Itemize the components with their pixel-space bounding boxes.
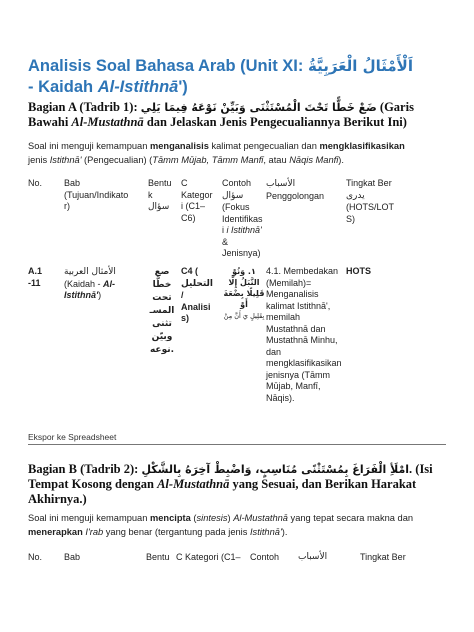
table-b-header-kategori: C Kategori (C1– [176,552,241,562]
row-asbab-line: kalimat Istithnā', [266,300,331,311]
section-b-description [28,512,448,539]
desc-italic: I'rab [82,526,104,537]
header-contoh-italic: i Istithnā' [226,225,262,235]
row-asbab-line: 4.1. Membedakan [266,266,339,276]
row-kategori-line: s) [181,313,190,323]
row-asbab-line: jenisnya (Tāmm [266,369,331,380]
section-a-rest2a: Bawahi [28,115,72,129]
row-bab-text: ) [98,290,102,300]
header-contoh-line: & [222,236,229,247]
row-bentuk-line: المسـ [149,306,175,316]
section-b-rest2-italic: Al-Mustathnā [157,477,230,491]
header-bab-line: r) [64,201,70,211]
row-bentuk-line: صع [154,267,170,277]
row-asbab-line: Nāqis). [266,392,295,403]
section-b-rest2a: Tempat Kosong dengan [28,477,158,491]
header-no: No. [28,178,43,188]
header-kategori-line: C [181,178,188,188]
row-kategori-arabic: التحليل [181,278,214,289]
desc-text: Soal ini menguji kemampuan [28,141,150,151]
desc-text: Soal ini menguji kemampuan [28,513,150,523]
row-tingkat: HOTS [346,266,372,276]
header-tingkat-line: Tingkat Ber [346,178,392,188]
header-kategori-line: C6) [181,212,196,223]
row-asbab-line: mengklasifikasikan [266,358,342,368]
row-asbab-line: Mūjab, Manfī, [266,381,321,391]
table-b-header-asbab: الأسباب [298,552,328,562]
row-bab-italic: Istithnā' [64,290,99,300]
desc-italic: sintesis [196,513,228,523]
header-contoh-arabic: سؤال [222,190,244,201]
row-kategori-line: C4 ( [181,266,199,276]
table-b-header-tingkat: Tingkat Ber [360,552,406,562]
header-kategori-line: i (C1– [181,201,206,211]
row-kategori-line: Analisi [181,301,211,312]
table-b-header-contoh: Contoh [250,552,280,562]
desc-italic: Istithnā' [49,154,82,165]
header-tingkat-line: S) [346,213,355,224]
export-to-spreadsheet-link[interactable]: Ekspor ke Spreadsheet [28,432,117,442]
header-bab [64,178,146,213]
section-a-rest2-italic: Al-Mustathnā [71,115,144,129]
header-bentuk-line: k [148,189,153,200]
desc-text: yang benar (tergantung pada jenis [103,526,250,537]
section-b-arabic: امْلَأِ الْفَرَاغَ بِمُسْتَثْنًى مُنَاسِبٍ، وَاضْبِطْ آخِرَهُ بِالشَّكْلِ [141,463,410,476]
section-a-rest1: (Garis [376,100,414,114]
desc-text: ) [227,513,234,523]
section-a-heading [28,100,448,130]
section-b-rest3: Akhirnya.) [28,492,87,506]
header-tingkat-arabic: يدرى [346,190,365,201]
header-bentuk [148,178,176,214]
row-kategori [181,266,223,325]
title-prefix: Analisis Soal Bahasa Arab (Unit XI: [28,57,308,75]
header-contoh-line: i i Istithnā' [222,225,262,235]
header-contoh-line: Jenisnya) [222,248,261,258]
row-bentuk-line: تثنى [152,319,172,329]
section-a-arabic: ضَعْ خَطًّا تَحْتَ الْمُسْتَثْنَى وَبَيِّنْ نَوْعَهُ فِيمَا يَلِي [140,101,377,114]
row-bentuk-line: تحت [152,293,172,303]
row-asbab-line: memilah [266,312,301,322]
desc-italic: Nāqis Manfī [289,154,339,165]
header-contoh [222,178,266,260]
section-b-heading [28,462,448,507]
row-kategori-line: / [181,290,184,300]
row-no-line: A.1 [28,266,43,276]
desc-text: ). [338,154,344,165]
row-bentuk-line: نوعه. [149,345,175,355]
header-bentuk-arabic: سؤال [148,202,170,212]
desc-text: jenis [28,154,50,165]
row-asbab-line: dan [266,346,282,357]
desc-bold: mencipta [149,513,191,523]
row-bab [64,266,146,302]
row-asbab-line: Mustathnā dan [266,323,326,334]
title-arabic: اَلْأَمْثَالُ الْعَرَبِيَّةُ [307,57,413,75]
header-kategori-line: Kategor [181,189,213,200]
header-contoh-line: (Fokus [222,202,250,212]
header-bab-line: Bab [64,178,81,188]
header-asbab-line: Penggolongan [266,190,325,201]
row-asbab-line: Mustathnā Minhu, [266,335,338,345]
section-a-label: Bagian A (Tadrib 1): [28,100,138,114]
desc-italic: Istithnā' [249,526,282,537]
header-bab-line: (Tujuan/Indikato [64,189,129,200]
header-kategori [181,178,223,224]
desc-text: (Pengecualian) ( [81,154,153,165]
desc-italic: Tāmm Mūjab, Tāmm Manfī [152,154,264,165]
desc-text: , atau [263,154,290,165]
row-no-line: -11 [28,277,41,288]
header-contoh-line: Identifikas [222,213,263,224]
desc-text: kalimat pengecualian dan [208,141,320,151]
header-asbab [266,178,342,202]
table-b-header-no: No. [28,552,43,562]
section-a-rest2b: dan Jelaskan Jenis Pengecualiannya Berikut Ini) [143,115,407,129]
section-a-description [28,140,448,167]
section-b-rest2b: yang Sesuai, dan Berikan Harakat [229,477,417,491]
row-contoh-line: النَّبَلُ إِلَّا [228,278,260,287]
row-contoh-line: قَلِيلًا بِضْعَةَ أَوْ [223,289,265,309]
row-asbab [266,266,346,404]
desc-bold: menerapkan [28,526,83,537]
title-line2-suffix: ') [178,78,188,96]
row-bentuk [146,266,178,357]
desc-text: yang tepat secara makna dan [287,513,414,523]
row-contoh [222,266,266,322]
document-title [28,56,448,98]
row-bentuk-line: وبيّن [151,332,173,342]
header-asbab-arabic: الأسباب [266,179,296,189]
row-asbab-line: Menganalisis [266,289,319,299]
section-divider [28,444,446,445]
desc-text: ). [281,526,288,537]
table-b-header-bentuk: Bentu [146,552,170,562]
header-tingkat [346,178,426,225]
row-bab-text: (Kaidah - [64,278,104,289]
section-b-rest1: . (Isi [409,462,433,476]
row-bab-arabic: الأمثال العربية [64,267,116,277]
row-bab-italic: Al- [103,278,116,289]
row-contoh-line: بِقَلِيلٍ يَ أَنَّ مِنْ [223,312,265,320]
header-tingkat-line: (HOTS/LOT [346,202,395,212]
title-line2-prefix: - Kaidah [28,78,98,96]
header-contoh-line: Contoh [222,178,252,188]
row-bentuk-line: خطًّا [152,280,172,290]
row-no [28,266,42,289]
desc-bold: mengklasifikasikan [319,141,405,151]
header-bentuk-line: Bentu [148,178,172,188]
desc-bold: menganalisis [149,141,209,151]
section-b-label: Bagian B (Tadrib 2): [28,462,139,476]
desc-italic: Al-Mustathnā [233,513,288,523]
row-contoh-line: ١. وَنُوْ [232,267,256,276]
table-b-header-bab: Bab [64,552,81,562]
title-line2-italic: Al-Istithnā [97,78,179,96]
row-asbab-line: (Memilah)= [266,277,312,288]
desc-text: ( [190,513,197,523]
